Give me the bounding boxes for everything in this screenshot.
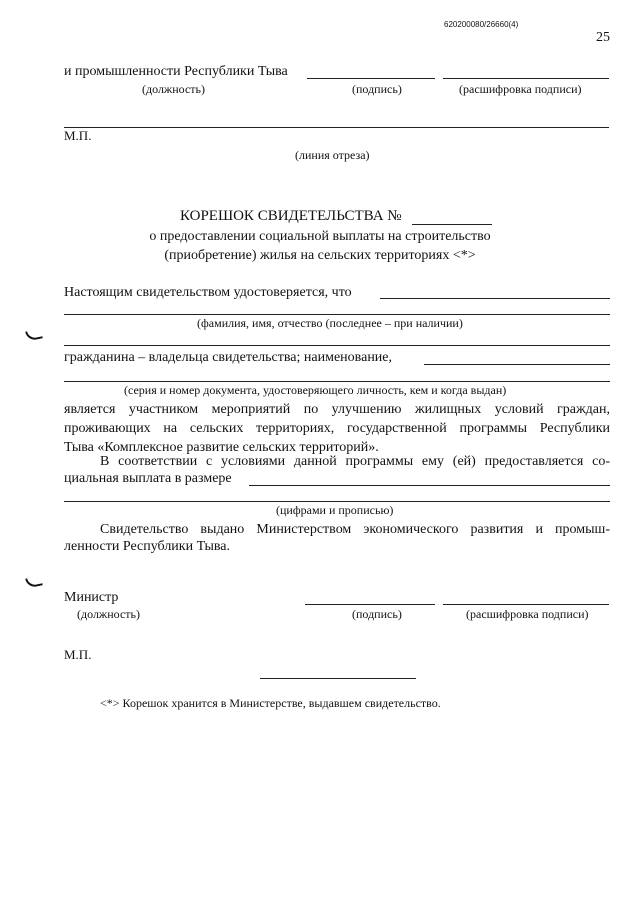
issued-line-1-wrap [100,520,610,539]
accordance-line-1-wrap [100,452,610,471]
label-decoding-top: (расшифровка подписи) [459,82,582,96]
number-underline [412,224,492,225]
participant-line-2: проживающих на сельских территориях, государственной программы Республики [64,421,610,436]
signature-underline [307,78,435,79]
amount-underline [249,485,610,486]
decoding-underline-bottom [443,604,609,605]
certify-line: Настоящим свидетельством удостоверяется, что [64,285,352,300]
label-signature-bottom: (подпись) [352,607,402,621]
document-code: 620200080/26660(4) [444,20,519,29]
margin-mark-icon [25,328,43,341]
label-position-top: (должность) [142,82,205,96]
document-underline [64,381,610,382]
footnote: <*> Корешок хранится в Министерстве, выдавшем свидетельство. [100,696,441,710]
title-line-3: (приобретение) жилья на сельских территориях <*> [164,248,476,263]
issued-line-1: Свидетельство выдано Министерством экономического развития и промыш- [100,522,610,537]
title-line-2: о предоставлении социальной выплаты на строительство [149,229,491,244]
label-amount: (цифрами и прописью) [276,503,394,517]
accordance-line-2: циальная выплата в размере [64,471,232,486]
label-fio: (фамилия, имя, отчество (последнее – при наличии) [197,316,463,330]
page-number: 25 [596,30,610,45]
stamp-line-top [64,127,609,128]
participant-line-1: является участником мероприятий по улучшению жилищных условий граждан, [64,402,610,417]
cut-line-label: (линия отреза) [295,148,370,162]
participant-line-3: Тыва «Комплексное развитие сельских территорий». [64,440,379,455]
minister-title: Министр [64,590,119,605]
label-position-bottom: (должность) [77,607,140,621]
stamp-underline-bottom [260,678,416,679]
margin-mark-icon-2 [25,575,43,588]
issued-line-2: ленности Республики Тыва. [64,539,230,554]
organization-line: и промышленности Республики Тыва [64,64,288,79]
citizen-underline [424,364,610,365]
participant-paragraph [64,400,610,457]
accordance-line-1: В соответствии с условиями данной программы ему (ей) предоставляется со- [100,454,610,469]
fio-underline [64,314,610,315]
label-document: (серия и номер документа, удостоверяющего личность, кем и когда выдан) [124,383,507,397]
decoding-underline [443,78,609,79]
label-signature-top: (подпись) [352,82,402,96]
citizen-line: гражданина – владельца свидетельства; наименование, [64,350,393,365]
amount-underline-2 [64,501,610,502]
label-decoding-bottom: (расшифровка подписи) [466,607,589,621]
title-line-1: КОРЕШОК СВИДЕТЕЛЬСТВА № [180,208,402,224]
stamp-mark-top: М.П. [64,128,92,143]
signature-underline-bottom [305,604,435,605]
stamp-mark-bottom: М.П. [64,647,92,662]
certify-underline [380,298,610,299]
fio-underline-2 [64,345,610,346]
